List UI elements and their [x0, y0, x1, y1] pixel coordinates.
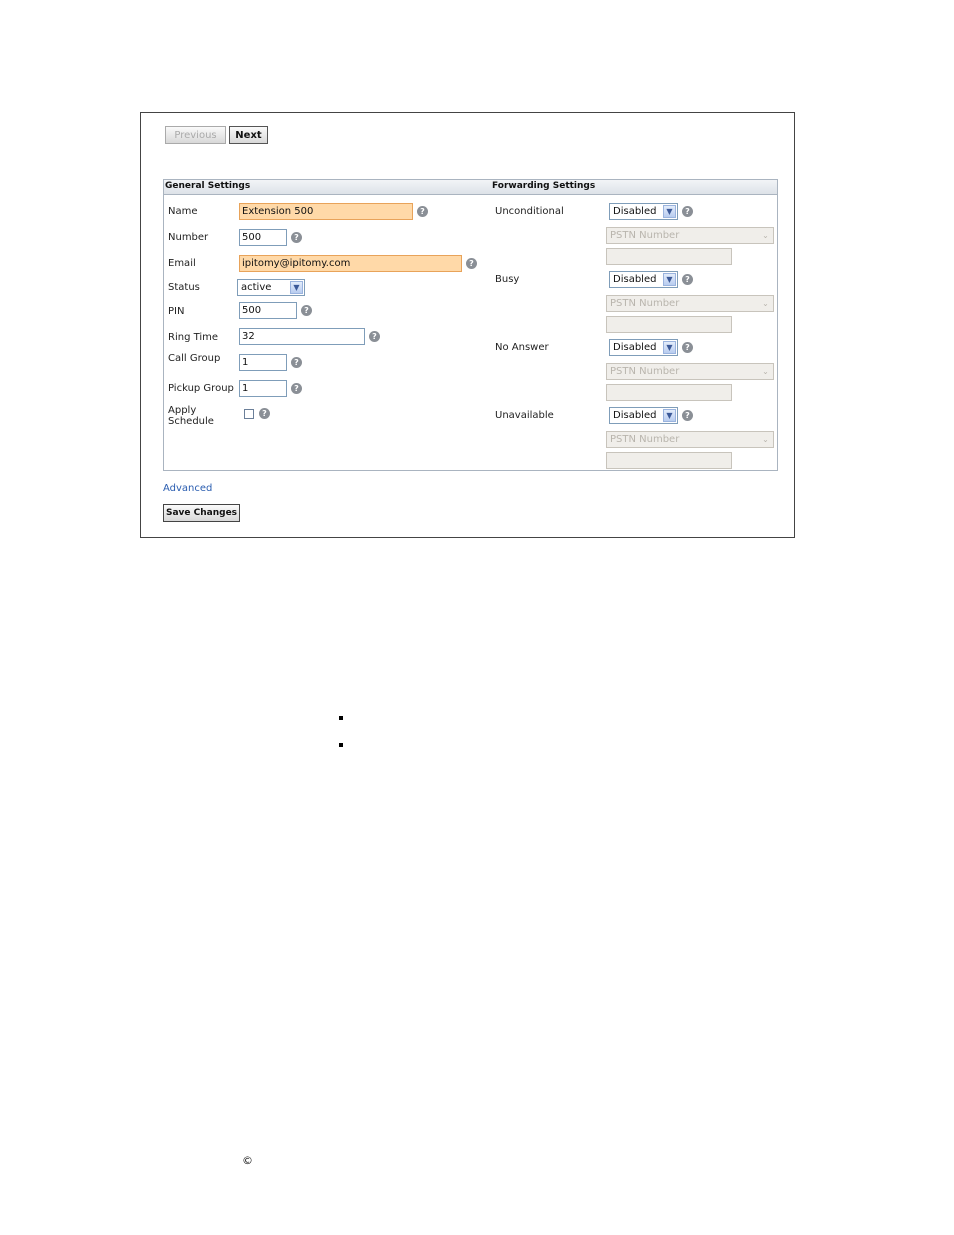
previous-button[interactable]: Previous [165, 126, 226, 144]
forward-no-answer-label: No Answer [495, 342, 549, 353]
apply-schedule-label: Apply Schedule [168, 405, 214, 427]
number-help-icon[interactable]: ? [291, 232, 302, 243]
forward-busy-mode-select[interactable]: Disabled ▼ [609, 271, 678, 288]
forward-busy-label: Busy [495, 274, 520, 285]
forward-unconditional-target-select[interactable]: PSTN Number ⌄ [606, 227, 774, 244]
pin-label: PIN [168, 306, 185, 317]
forward-unconditional-label: Unconditional [495, 206, 564, 217]
settings-panel [163, 179, 778, 471]
email-input[interactable]: ipitomy@ipitomy.com [239, 255, 462, 272]
bullet-marker [339, 716, 343, 720]
email-help-icon[interactable]: ? [466, 258, 477, 269]
forward-no-answer-target-select[interactable]: PSTN Number ⌄ [606, 363, 774, 380]
pickup-group-input[interactable]: 1 [239, 380, 287, 397]
number-label: Number [168, 232, 209, 243]
forward-busy-number-input[interactable] [606, 316, 732, 333]
forward-unavailable-mode-select[interactable]: Disabled ▼ [609, 407, 678, 424]
name-label: Name [168, 206, 198, 217]
forward-unavailable-number-input[interactable] [606, 452, 732, 469]
pickup-group-label: Pickup Group [168, 383, 234, 394]
forward-busy-target-select[interactable]: PSTN Number ⌄ [606, 295, 774, 312]
status-label: Status [168, 282, 200, 293]
number-input[interactable]: 500 [239, 229, 287, 246]
forward-unconditional-help-icon[interactable]: ? [682, 206, 693, 217]
chevron-down-icon: ⌄ [759, 433, 772, 446]
chevron-down-icon: ⌄ [759, 297, 772, 310]
call-group-help-icon[interactable]: ? [291, 357, 302, 368]
chevron-down-icon: ⌄ [759, 365, 772, 378]
status-select[interactable] [237, 279, 305, 296]
apply-schedule-checkbox[interactable] [244, 409, 254, 419]
extension-settings-screenshot [140, 112, 795, 538]
forward-no-answer-help-icon[interactable]: ? [682, 342, 693, 353]
forward-unavailable-help-icon[interactable]: ? [682, 410, 693, 421]
forward-unavailable-target-select[interactable]: PSTN Number ⌄ [606, 431, 774, 448]
forward-busy-help-icon[interactable]: ? [682, 274, 693, 285]
chevron-down-icon: ▼ [290, 281, 303, 294]
ring-time-input[interactable]: 32 [239, 328, 365, 345]
ring-time-label: Ring Time [168, 332, 219, 343]
name-help-icon[interactable]: ? [417, 206, 428, 217]
call-group-input[interactable]: 1 [239, 354, 287, 371]
forward-unconditional-number-input[interactable] [606, 248, 732, 265]
next-button[interactable]: Next [229, 126, 268, 144]
copyright-symbol: © [242, 1154, 253, 1167]
bullet-marker [339, 743, 343, 747]
chevron-down-icon: ▼ [663, 409, 676, 422]
chevron-down-icon: ▼ [663, 273, 676, 286]
call-group-label: Call Group [168, 353, 221, 364]
status-value: active [241, 282, 272, 293]
pin-help-icon[interactable]: ? [301, 305, 312, 316]
chevron-down-icon: ⌄ [759, 229, 772, 242]
forward-unavailable-label: Unavailable [495, 410, 554, 421]
chevron-down-icon: ▼ [663, 341, 676, 354]
forwarding-settings-heading: Forwarding Settings [492, 181, 596, 191]
forward-unconditional-mode-select[interactable]: Disabled ▼ [609, 203, 678, 220]
forward-no-answer-mode-select[interactable]: Disabled ▼ [609, 339, 678, 356]
chevron-down-icon: ▼ [663, 205, 676, 218]
panel-header [164, 180, 777, 195]
name-input[interactable]: Extension 500 [239, 203, 413, 220]
save-changes-button[interactable]: Save Changes [163, 504, 240, 522]
email-label: Email [168, 258, 196, 269]
ring-time-help-icon[interactable]: ? [369, 331, 380, 342]
forward-no-answer-number-input[interactable] [606, 384, 732, 401]
advanced-link[interactable]: Advanced [163, 483, 213, 494]
pin-input[interactable]: 500 [239, 302, 297, 319]
pickup-group-help-icon[interactable]: ? [291, 383, 302, 394]
apply-schedule-help-icon[interactable]: ? [259, 408, 270, 419]
general-settings-heading: General Settings [165, 181, 251, 191]
